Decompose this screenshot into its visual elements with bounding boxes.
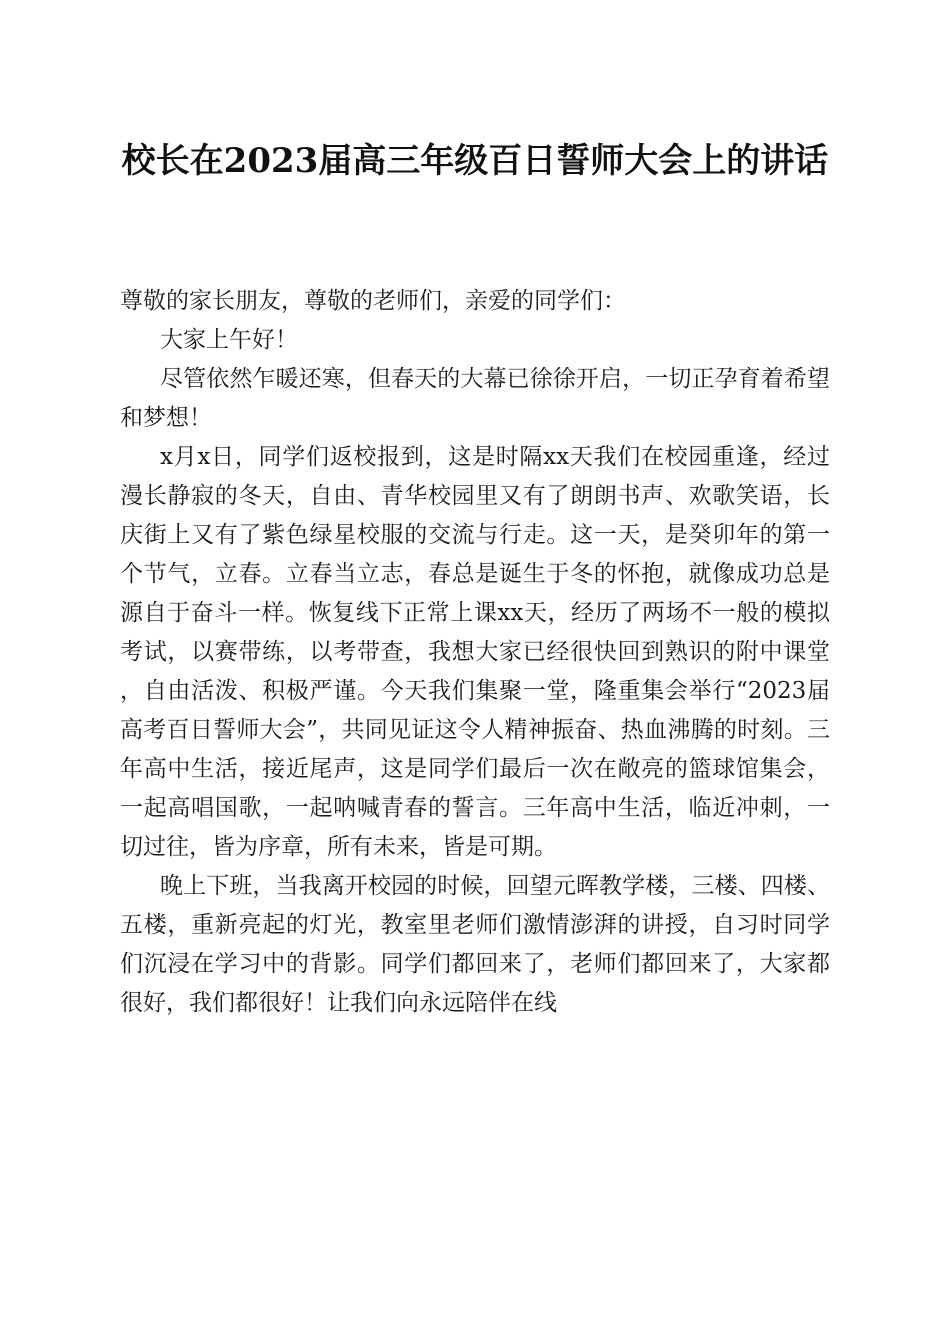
document-body <box>120 282 830 1023</box>
paragraph-evening: 晚上下班，当我离开校园的时候，回望元晖教学楼，三楼、四楼、五楼，重新亮起的灯光，教室里老师们激情澎湃的讲授，自习时同学们沉浸在学习中的背影。同学们都回来了，老师们都回来了，大家都很好，我们都很好！让我们向永远陪伴在线 <box>120 873 830 1016</box>
paragraph-spring: 尽管依然乍暖还寒，但春天的大幕已徐徐开启，一切正孕育着希望和梦想！ <box>120 366 830 431</box>
paragraph-greeting: 大家上午好！ <box>160 327 298 353</box>
paragraph-return: x月x日，同学们返校报到，这是时隔xx天我们在校园重逢，经过漫长静寂的冬天，自由、青华校园里又有了朗朗书声、欢歌笑语，长庆街上又有了紫色绿星校服的交流与行走。这一天，是癸卯年的第一个节气，立春。立春当立志，春总是诞生于冬的怀抱，就像成功总是源自于奋斗一样。恢复线下正常上课xx天，经历了两场不一般的模拟考试，以赛带练，以考带查，我想大家已经很快回到熟识的附中课堂，自由活泼、积极严谨。今天我们集聚一堂，隆重集会举行“2023届高考百日誓师大会”，共同见证这令人精神振奋、热血沸腾的时刻。三年高中生活，接近尾声，这是同学们最后一次在敞亮的篮球馆集会，一起高唱国歌，一起呐喊青春的誓言。三年高中生活，临近冲刺，一切过往，皆为序章，所有未来，皆是可期。 <box>120 444 830 860</box>
salutation: 尊敬的家长朋友，尊敬的老师们，亲爱的同学们： <box>120 288 626 314</box>
document-title: 校长在2023届高三年级百日誓师大会上的讲话 <box>121 141 829 181</box>
